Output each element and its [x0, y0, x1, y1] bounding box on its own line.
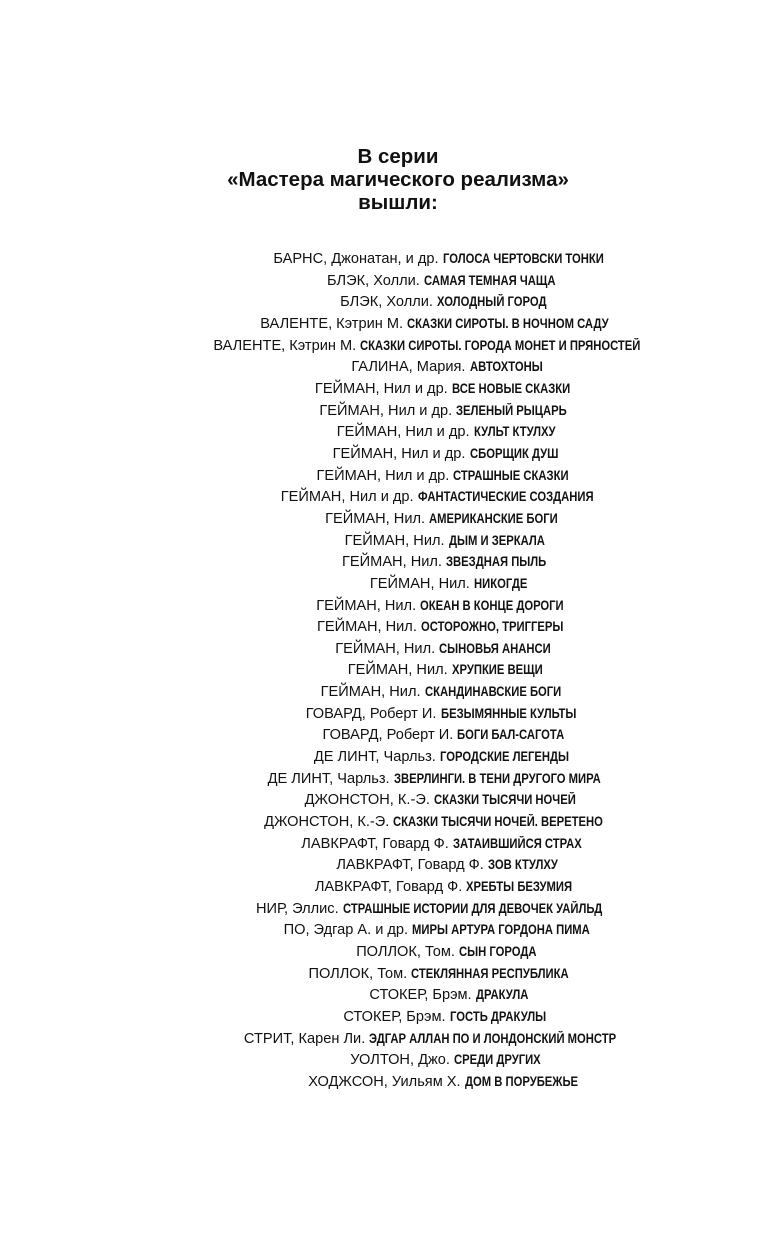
book-entry [0, 638, 768, 660]
book-title: ЗОВ КТУЛХУ [487, 857, 558, 873]
heading-line-1: В серии [357, 145, 439, 168]
book-title: СКАЗКИ СИРОТЫ. ГОРОДА МОНЕТ И ПРЯНОСТЕЙ [360, 337, 641, 353]
book-entry [0, 400, 768, 422]
book-entry [0, 724, 768, 746]
book-author: ГЕЙМАН, Нил. [316, 619, 417, 636]
book-title: ЗВЕРЛИНГИ. В ТЕНИ ДРУГОГО МИРА [393, 770, 601, 786]
book-entry [0, 335, 768, 357]
book-title: МИРЫ АРТУРА ГОРДОНА ПИМА [412, 922, 590, 938]
book-entry [0, 595, 768, 617]
book-entry [0, 854, 768, 876]
book-entry [0, 746, 768, 768]
book-title: СКАЗКИ ТЫСЯЧИ НОЧЕЙ [433, 792, 576, 808]
book-author: НИР, Эллис. [256, 900, 339, 917]
book-title: ЭДГАР АЛЛАН ПО И ЛОНДОНСКИЙ МОНСТР [369, 1030, 617, 1046]
book-author: ГЕЙМАН, Нил. [344, 532, 445, 549]
book-author: ПО, Эдгар А. и др. [283, 922, 409, 939]
book-author: ГЕЙМАН, Нил. [316, 597, 417, 614]
book-author: ГЕЙМАН, Нил. [347, 662, 448, 679]
book-author: ГЕЙМАН, Нил. [335, 640, 436, 657]
book-author: ГОВАРД, Роберт И. [322, 727, 454, 744]
book-entry [0, 898, 768, 920]
book-author: ГЕЙМАН, Нил. [342, 554, 442, 571]
book-author: ГЕЙМАН, Нил и др. [316, 467, 450, 484]
book-author: СТОКЕР, Брэм. [343, 1008, 446, 1025]
book-title: АВТОХТОНЫ [469, 359, 543, 375]
book-title: ОКЕАН В КОНЦЕ ДОРОГИ [420, 597, 564, 613]
book-author: ЛАВКРАФТ, Говард Ф. [301, 835, 449, 852]
book-title: ГОРОДСКИЕ ЛЕГЕНДЫ [439, 749, 569, 765]
book-author: СТОКЕР, Брэм. [369, 987, 472, 1004]
book-entry [0, 811, 768, 833]
book-title: СТРАШНЫЕ СКАЗКИ [453, 467, 569, 483]
book-author: БЛЭК, Холли. [326, 272, 420, 289]
book-title: ХОЛОДНЫЙ ГОРОД [437, 294, 547, 310]
book-title: САМАЯ ТЕМНАЯ ЧАЩА [423, 272, 556, 288]
book-author: ДЖОНСТОН, К.-Э. [264, 814, 390, 831]
book-author: СТРИТ, Карен Ли. [243, 1030, 366, 1047]
book-author: ГЕЙМАН, Нил и др. [336, 424, 470, 441]
book-title: СКАЗКИ ТЫСЯЧИ НОЧЕЙ. ВЕРЕТЕНО [393, 814, 604, 830]
book-entry [0, 1049, 768, 1071]
book-title: СКАНДИНАВСКИЕ БОГИ [424, 684, 561, 700]
book-title: ДРАКУЛА [475, 987, 529, 1003]
book-entry [0, 833, 768, 855]
book-author: БЛЭК, Холли. [340, 294, 433, 311]
book-entry [0, 984, 768, 1006]
book-entry [0, 1006, 768, 1028]
book-title: ЗАТАИВШИЙСЯ СТРАХ [452, 835, 582, 851]
book-author: ГЕЙМАН, Нил и др. [280, 489, 414, 506]
book-author: ПОЛЛОК, Том. [356, 944, 455, 960]
book-author: ДЕ ЛИНТ, Чарльз. [267, 770, 390, 787]
book-entry [0, 421, 768, 443]
book-entry [0, 573, 768, 595]
book-title: ГОЛОСА ЧЕРТОВСКИ ТОНКИ [442, 251, 604, 266]
book-author: ЛАВКРАФТ, Говард Ф. [314, 879, 463, 896]
book-title: ФАНТАСТИЧЕСКИЕ СОЗДАНИЯ [417, 489, 594, 505]
book-title: ДОМ В ПОРУБЕЖЬЕ [464, 1073, 578, 1089]
book-title: СЫНОВЬЯ АНАНСИ [439, 640, 551, 656]
book-title: СРЕДИ ДРУГИХ [453, 1052, 541, 1068]
book-entry [0, 378, 768, 400]
book-author: БАРНС, Джонатан, и др. [273, 251, 439, 267]
book-entry [0, 443, 768, 465]
book-author: ХОДЖСОН, Уильям Х. [308, 1073, 461, 1090]
book-entry [0, 465, 768, 487]
book-entry [0, 530, 768, 552]
book-title: ХРЕБТЫ БЕЗУМИЯ [466, 879, 573, 895]
book-title: СТРАШНЫЕ ИСТОРИИ ДЛЯ ДЕВОЧЕК УАЙЛЬД [342, 900, 603, 916]
heading-line-3: вышли: [358, 191, 438, 214]
book-title: СБОРЩИК ДУШ [469, 445, 558, 461]
book-entry [0, 291, 768, 313]
book-title: СЫН ГОРОДА [459, 944, 537, 959]
book-entry [0, 919, 768, 941]
book-title: СТЕКЛЯННАЯ РЕСПУБЛИКА [411, 965, 569, 981]
book-author: ГОВАРД, Роберт И. [305, 705, 437, 722]
book-title: ОСТОРОЖНО, ТРИГГЕРЫ [420, 619, 564, 635]
book-title: ДЫМ И ЗЕРКАЛА [448, 532, 545, 548]
book-title: ХРУПКИЕ ВЕЩИ [451, 662, 543, 678]
book-author: ВАЛЕНТЕ, Кэтрин М. [260, 315, 404, 332]
book-author: ГЕЙМАН, Нил и др. [319, 402, 453, 419]
book-entry [0, 703, 768, 725]
book-author: ГЕЙМАН, Нил и др. [314, 380, 448, 397]
book-entry [0, 356, 768, 378]
book-title: ЗВЕЗДНАЯ ПЫЛЬ [446, 554, 547, 570]
book-entry [0, 681, 768, 703]
book-author: ПОЛЛОК, Том. [308, 965, 408, 982]
book-entry [0, 248, 768, 270]
book-author: ЛАВКРАФТ, Говард Ф. [336, 857, 484, 874]
book-author: ДЕ ЛИНТ, Чарльз. [313, 749, 436, 766]
book-entry [0, 1028, 768, 1050]
book-title: ЗЕЛЕНЫЙ РЫЦАРЬ [456, 402, 567, 418]
book-title: АМЕРИКАНСКИЕ БОГИ [429, 510, 558, 526]
book-author: ГЕЙМАН, Нил. [325, 510, 426, 527]
book-title: КУЛЬТ КТУЛХУ [473, 424, 556, 440]
series-heading [0, 145, 768, 214]
book-entry [0, 1071, 768, 1093]
book-list [0, 248, 768, 1093]
book-title: НИКОГДЕ [473, 575, 528, 591]
book-entry [0, 313, 768, 335]
book-title: БОГИ БАЛ-САГОТА [457, 727, 565, 743]
book-entry [0, 508, 768, 530]
book-entry [0, 551, 768, 573]
book-author: ВАЛЕНТЕ, Кэтрин М. [213, 337, 357, 354]
book-entry [0, 941, 768, 963]
heading-line-2: «Мастера магического реализма» [227, 168, 569, 191]
book-title: БЕЗЫМЯННЫЕ КУЛЬТЫ [440, 705, 576, 721]
book-title: СКАЗКИ СИРОТЫ. В НОЧНОМ САДУ [407, 315, 609, 331]
book-entry [0, 659, 768, 681]
book-entry [0, 789, 768, 811]
book-entry [0, 963, 768, 985]
book-entry [0, 768, 768, 790]
book-entry [0, 270, 768, 292]
book-author: УОЛТОН, Джо. [350, 1052, 450, 1069]
book-author: ДЖОНСТОН, К.-Э. [304, 792, 430, 809]
book-title: ВСЕ НОВЫЕ СКАЗКИ [451, 380, 571, 396]
book-author: ГЕЙМАН, Нил и др. [332, 445, 466, 462]
book-author: ГАЛИНА, Мария. [351, 359, 466, 376]
book-entry [0, 486, 768, 508]
book-title: ГОСТЬ ДРАКУЛЫ [449, 1008, 546, 1024]
book-author: ГЕЙМАН, Нил. [369, 575, 470, 592]
book-entry [0, 876, 768, 898]
book-author: ГЕЙМАН, Нил. [320, 684, 421, 701]
book-entry [0, 616, 768, 638]
